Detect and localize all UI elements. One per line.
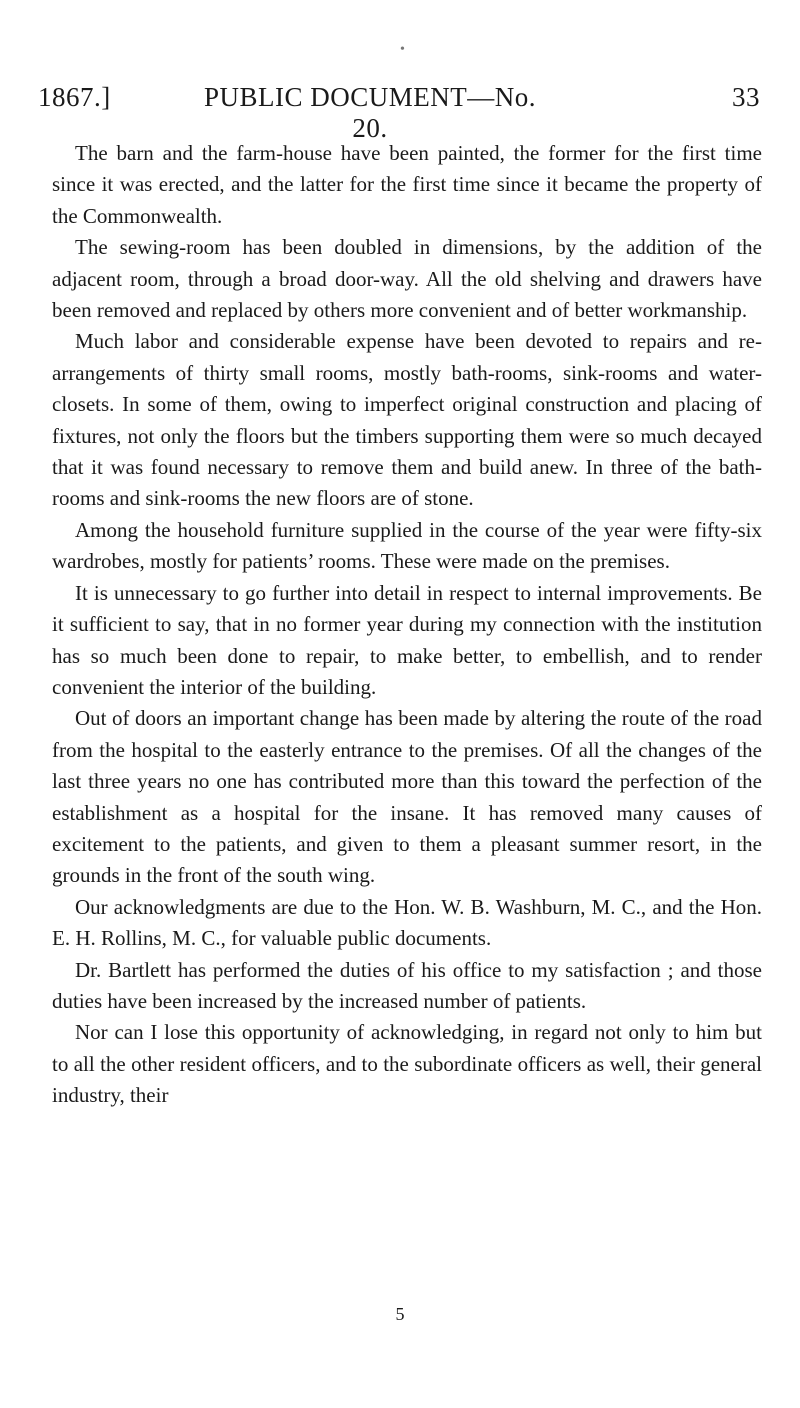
paragraph: Nor can I lose this opportunity of acknowledging, in regard not only to him but to all the other resident officers, and to the subordinate officers as well, their general industry, their bbox=[52, 1020, 762, 1108]
paragraph: Among the household furniture supplied in the course of the year were fifty-six wardrobes, mostly for patients’ rooms. These were made on the premises. bbox=[52, 517, 762, 574]
header-year: 1867.] bbox=[38, 82, 111, 112]
paragraph: The barn and the farm-house have been painted, the former for the first time since it was erected, and the latter for the first time since it became the property of the Commonwealth. bbox=[52, 141, 762, 228]
paragraph: The sewing-room has been doubled in dimensions, by the addition of the adjacent room, through a broad door-way. All the old shelving and drawers have been removed and replaced by others more convenient and of better workmanship. bbox=[52, 235, 762, 323]
paragraph: It is unnecessary to go further into detail in respect to internal improvements. Be it sufficient to say, that in no former year during my connection with the institution has so much been done to repair, to make better, to embellish, and to render convenient the interior of the building. bbox=[52, 580, 762, 699]
header-title: PUBLIC DOCUMENT—No. 20. bbox=[203, 82, 536, 143]
paragraph: Our acknowledgments are due to the Hon. W. B. Washburn, M. C., and the Hon. E. H. Rollins, M. C., for valuable public documents. bbox=[52, 894, 762, 951]
paragraph: Out of doors an important change has been made by altering the route of the road from the hospital to the easterly entrance to the premises. Of all the changes of the last three years no one has contributed more than this toward the perfection of the establishment as a hospital for the insane. It has removed many causes of excitement to the patients, and given to them a pleasant summer resort, in the grounds in the front of the south wing. bbox=[52, 706, 762, 888]
running-header bbox=[38, 82, 760, 143]
paragraph: Much labor and considerable expense have been devoted to repairs and re-arrangements of thirty small rooms, mostly bath-rooms, sink-rooms and water-closets. In some of them, owing to imperfect original construction and placing of fixtures, not only the floors but the timbers supporting them were so much decayed that it was found necessary to remove them and build anew. In three of the bath-rooms and sink-rooms the new floors are of stone. bbox=[52, 329, 762, 511]
paragraph: Dr. Bartlett has performed the duties of his office to my satisfaction ; and those duties have been increased by the increased number of patients. bbox=[52, 957, 762, 1013]
signature-mark: 5 bbox=[395, 1304, 405, 1324]
body-text bbox=[52, 138, 762, 1112]
ink-speck-icon: • bbox=[400, 42, 405, 57]
page-number: 33 bbox=[732, 82, 760, 112]
